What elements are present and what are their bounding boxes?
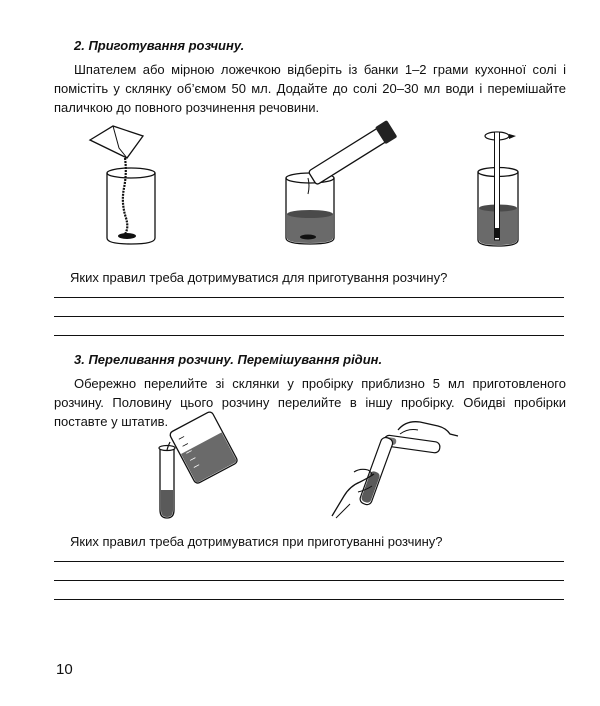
beaker-to-test-tube-illustration [150, 410, 240, 520]
section-3-question: Яких правил треба дотримуватися при приготуванні розчину? [70, 534, 443, 549]
page-number: 10 [56, 661, 73, 678]
section-2-question: Яких правил треба дотримуватися для приготування розчину? [70, 270, 448, 285]
answer-line[interactable] [54, 335, 564, 336]
answer-line[interactable] [54, 316, 564, 317]
pouring-salt-illustration [85, 118, 165, 248]
answer-line[interactable] [54, 561, 564, 562]
section-3-instructions: Обережно перелийте зі склянки у пробірку приблизно 5 мл приготовленого розчину. Половину цього розчину перелийте в іншу пробірку. Обидві пробірки поставте у штатив. [54, 376, 566, 429]
section-3-heading: 3. Переливання розчину. Перемішування рідин. [74, 352, 383, 367]
answer-line[interactable] [54, 599, 564, 600]
section-2-instructions: Шпателем або мірною ложечкою відберіть із банки 1–2 грами кухонної солі і помістіть у склянку об’ємом 50 мл. Додайте до солі 20–30 мл води і перемішайте паличкою до повного розчинення речовини. [54, 62, 566, 115]
answer-line[interactable] [54, 580, 564, 581]
section-2-heading: 2. Приготування розчину. [74, 38, 245, 53]
answer-line[interactable] [54, 297, 564, 298]
two-test-tubes-in-hands-illustration [328, 412, 468, 522]
pouring-water-illustration [278, 116, 398, 251]
stirring-illustration [470, 128, 540, 253]
